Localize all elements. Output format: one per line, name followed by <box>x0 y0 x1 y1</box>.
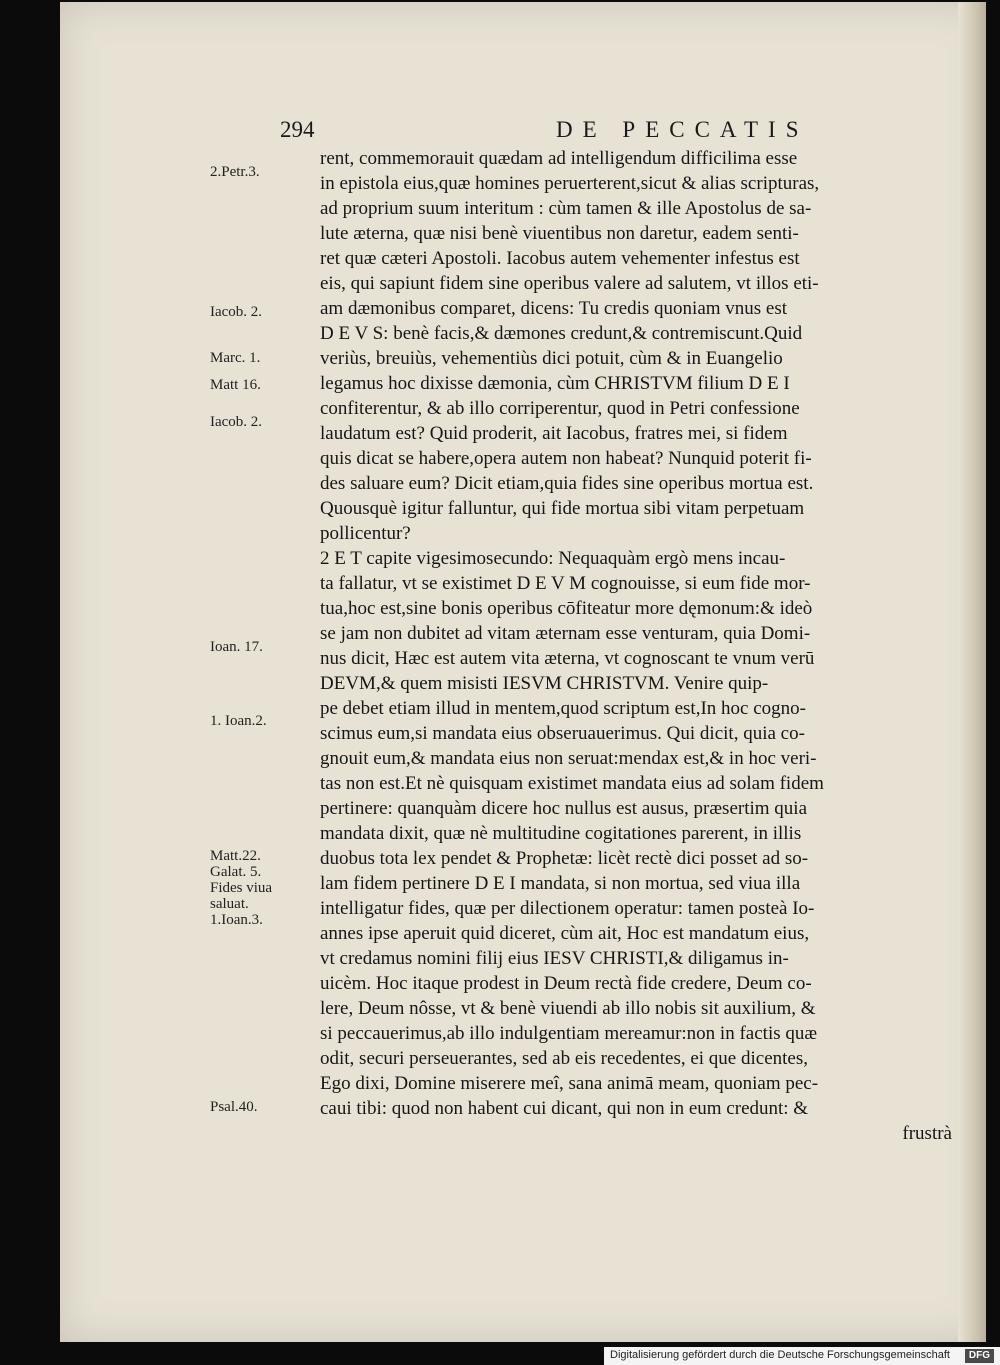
margin-note: Iacob. 2. <box>210 414 263 430</box>
margin-note: Ioan. 17. <box>210 639 263 655</box>
page-number: 294 <box>280 117 315 142</box>
text-line: quis dicat se habere,opera autem non habeat? Nunquid poterit fi- <box>320 448 812 469</box>
text-line: confiterentur, & ab illo corriperentur, quod in Petri confessione <box>320 398 800 419</box>
book-page <box>60 2 986 1342</box>
text-line: am dæmonibus comparet, dicens: Tu credis quoniam vnus est <box>320 298 788 319</box>
text-line: laudatum est? Quid proderit, ait Iacobus, fratres mei, si fidem <box>320 423 788 444</box>
text-line: des saluare eum? Dicit etiam,quia fides sine operibus mortua est. <box>320 473 814 494</box>
text-line: pollicentur? <box>320 523 411 544</box>
text-line: caui tibi: quod non habent cui dicant, qui non in eum credunt: & <box>320 1098 809 1119</box>
text-line: D E V S: benè facis,& dæmones credunt,& contremiscunt.Quid <box>320 323 803 344</box>
text-line: 2 E T capite vigesimosecundo: Nequaquàm ergò mens incau- <box>320 548 786 569</box>
dfg-logo: DFG <box>965 1349 994 1363</box>
margin-note: Iacob. 2. <box>210 304 263 320</box>
text-line: ret quæ cæteri Apostoli. Iacobus autem vehementer infestus est <box>320 248 800 269</box>
page-spine-shadow <box>958 2 986 1342</box>
margin-note: Matt 16. <box>210 377 261 393</box>
text-line: scimus eum,si mandata eius obseruauerimus. Qui dicit, quia co- <box>320 723 805 744</box>
text-line: ad proprium suum interitum : cùm tamen & ille Apostolus de sa- <box>320 198 812 219</box>
text-line: tas non est.Et nè quisquam existimet mandata eius ad solam fidem <box>320 773 824 794</box>
margin-note: Marc. 1. <box>210 350 261 366</box>
text-line: vt credamus nomini filij eius IESV CHRISTI,& diligamus in- <box>320 948 789 969</box>
text-line: mandata dixit, quæ nè multitudine cogitationes parerent, in illis <box>320 823 802 844</box>
text-line: intelligatur fides, quæ per dilectionem operatur: tamen posteà Io- <box>320 898 815 919</box>
text-line: eis, qui sapiunt fidem sine operibus valere ad salutem, vt illos eti- <box>320 273 819 294</box>
text-line: annes ipse aperuit quid diceret, cùm ait, Hoc est mandatum eius, <box>320 923 810 944</box>
text-line: duobus tota lex pendet & Prophetæ: licèt rectè dici posset ad so- <box>320 848 809 869</box>
text-line: lere, Deum nôsse, vt & benè viuendi ab illo nobis sit auxilium, & <box>320 998 816 1019</box>
margin-note: Psal.40. <box>210 1099 258 1115</box>
text-line: se jam non dubitet ad vitam æternam esse venturam, quia Domi- <box>320 623 811 644</box>
margin-note: 1. Ioan.2. <box>210 713 267 729</box>
text-line: tua,hoc est,sine bonis operibus cōfiteatur more dęmonum:& ideò <box>320 598 813 619</box>
margin-note: 2.Petr.3. <box>210 164 260 180</box>
text-line: pe debet etiam illud in mentem,quod scriptum est,In hoc cogno- <box>320 698 806 719</box>
text-line: veriùs, breuiùs, vehementiùs dici potuit, cùm & in Euangelio <box>320 348 783 369</box>
text-line: DEVM,& quem misisti IESVM CHRISTVM. Venire quip- <box>320 673 769 694</box>
text-line: pertinere: quanquàm dicere hoc nullus est ausus, præsertim quia <box>320 798 808 819</box>
running-head <box>60 117 986 147</box>
text-line: si peccauerimus,ab illo indulgentiam mereamur:non in factis quæ <box>320 1023 818 1044</box>
text-line: legamus hoc dixisse dæmonia, cùm CHRISTVM filium D E I <box>320 373 790 394</box>
text-line: odit, securi perseuerantes, sed ab eis recedentes, ei que dicentes, <box>320 1048 808 1069</box>
text-line: Ego dixi, Domine miserere meî, sana animā meam, quoniam pec- <box>320 1073 819 1094</box>
text-line: Quousquè igitur falluntur, qui fide mortua sibi vitam perpetuam <box>320 498 805 519</box>
digitization-footer <box>604 1347 1000 1365</box>
text-line: nus dicit, Hæc est autem vita æterna, vt cognoscant te vnum verū <box>320 648 815 669</box>
catchword: frustrà <box>902 1123 952 1144</box>
text-line: in epistola eius,quæ homines peruerterent,sicut & alias scripturas, <box>320 173 820 194</box>
running-title: DE PECCATIS <box>556 117 809 142</box>
text-line: ta fallatur, vt se existimet D E V M cognouisse, si eum fide mor- <box>320 573 811 594</box>
text-line: uicèm. Hoc itaque prodest in Deum rectà fide credere, Deum co- <box>320 973 812 994</box>
text-line: rent, commemorauit quædam ad intelligendum difficilima esse <box>320 148 798 169</box>
margin-note: Matt.22. Galat. 5. Fides viua saluat. 1.Ioan.3. <box>210 848 273 928</box>
text-line: lute æterna, quæ nisi benè viuentibus non daretur, eadem senti- <box>320 223 799 244</box>
footer-text: Digitalisierung gefördert durch die Deutsche Forschungsgemeinschaft <box>610 1349 950 1361</box>
text-line: lam fidem pertinere D E I mandata, si non mortua, sed viua illa <box>320 873 801 894</box>
text-line: gnouit eum,& mandata eius non seruat:mendax est,& in hoc veri- <box>320 748 817 769</box>
